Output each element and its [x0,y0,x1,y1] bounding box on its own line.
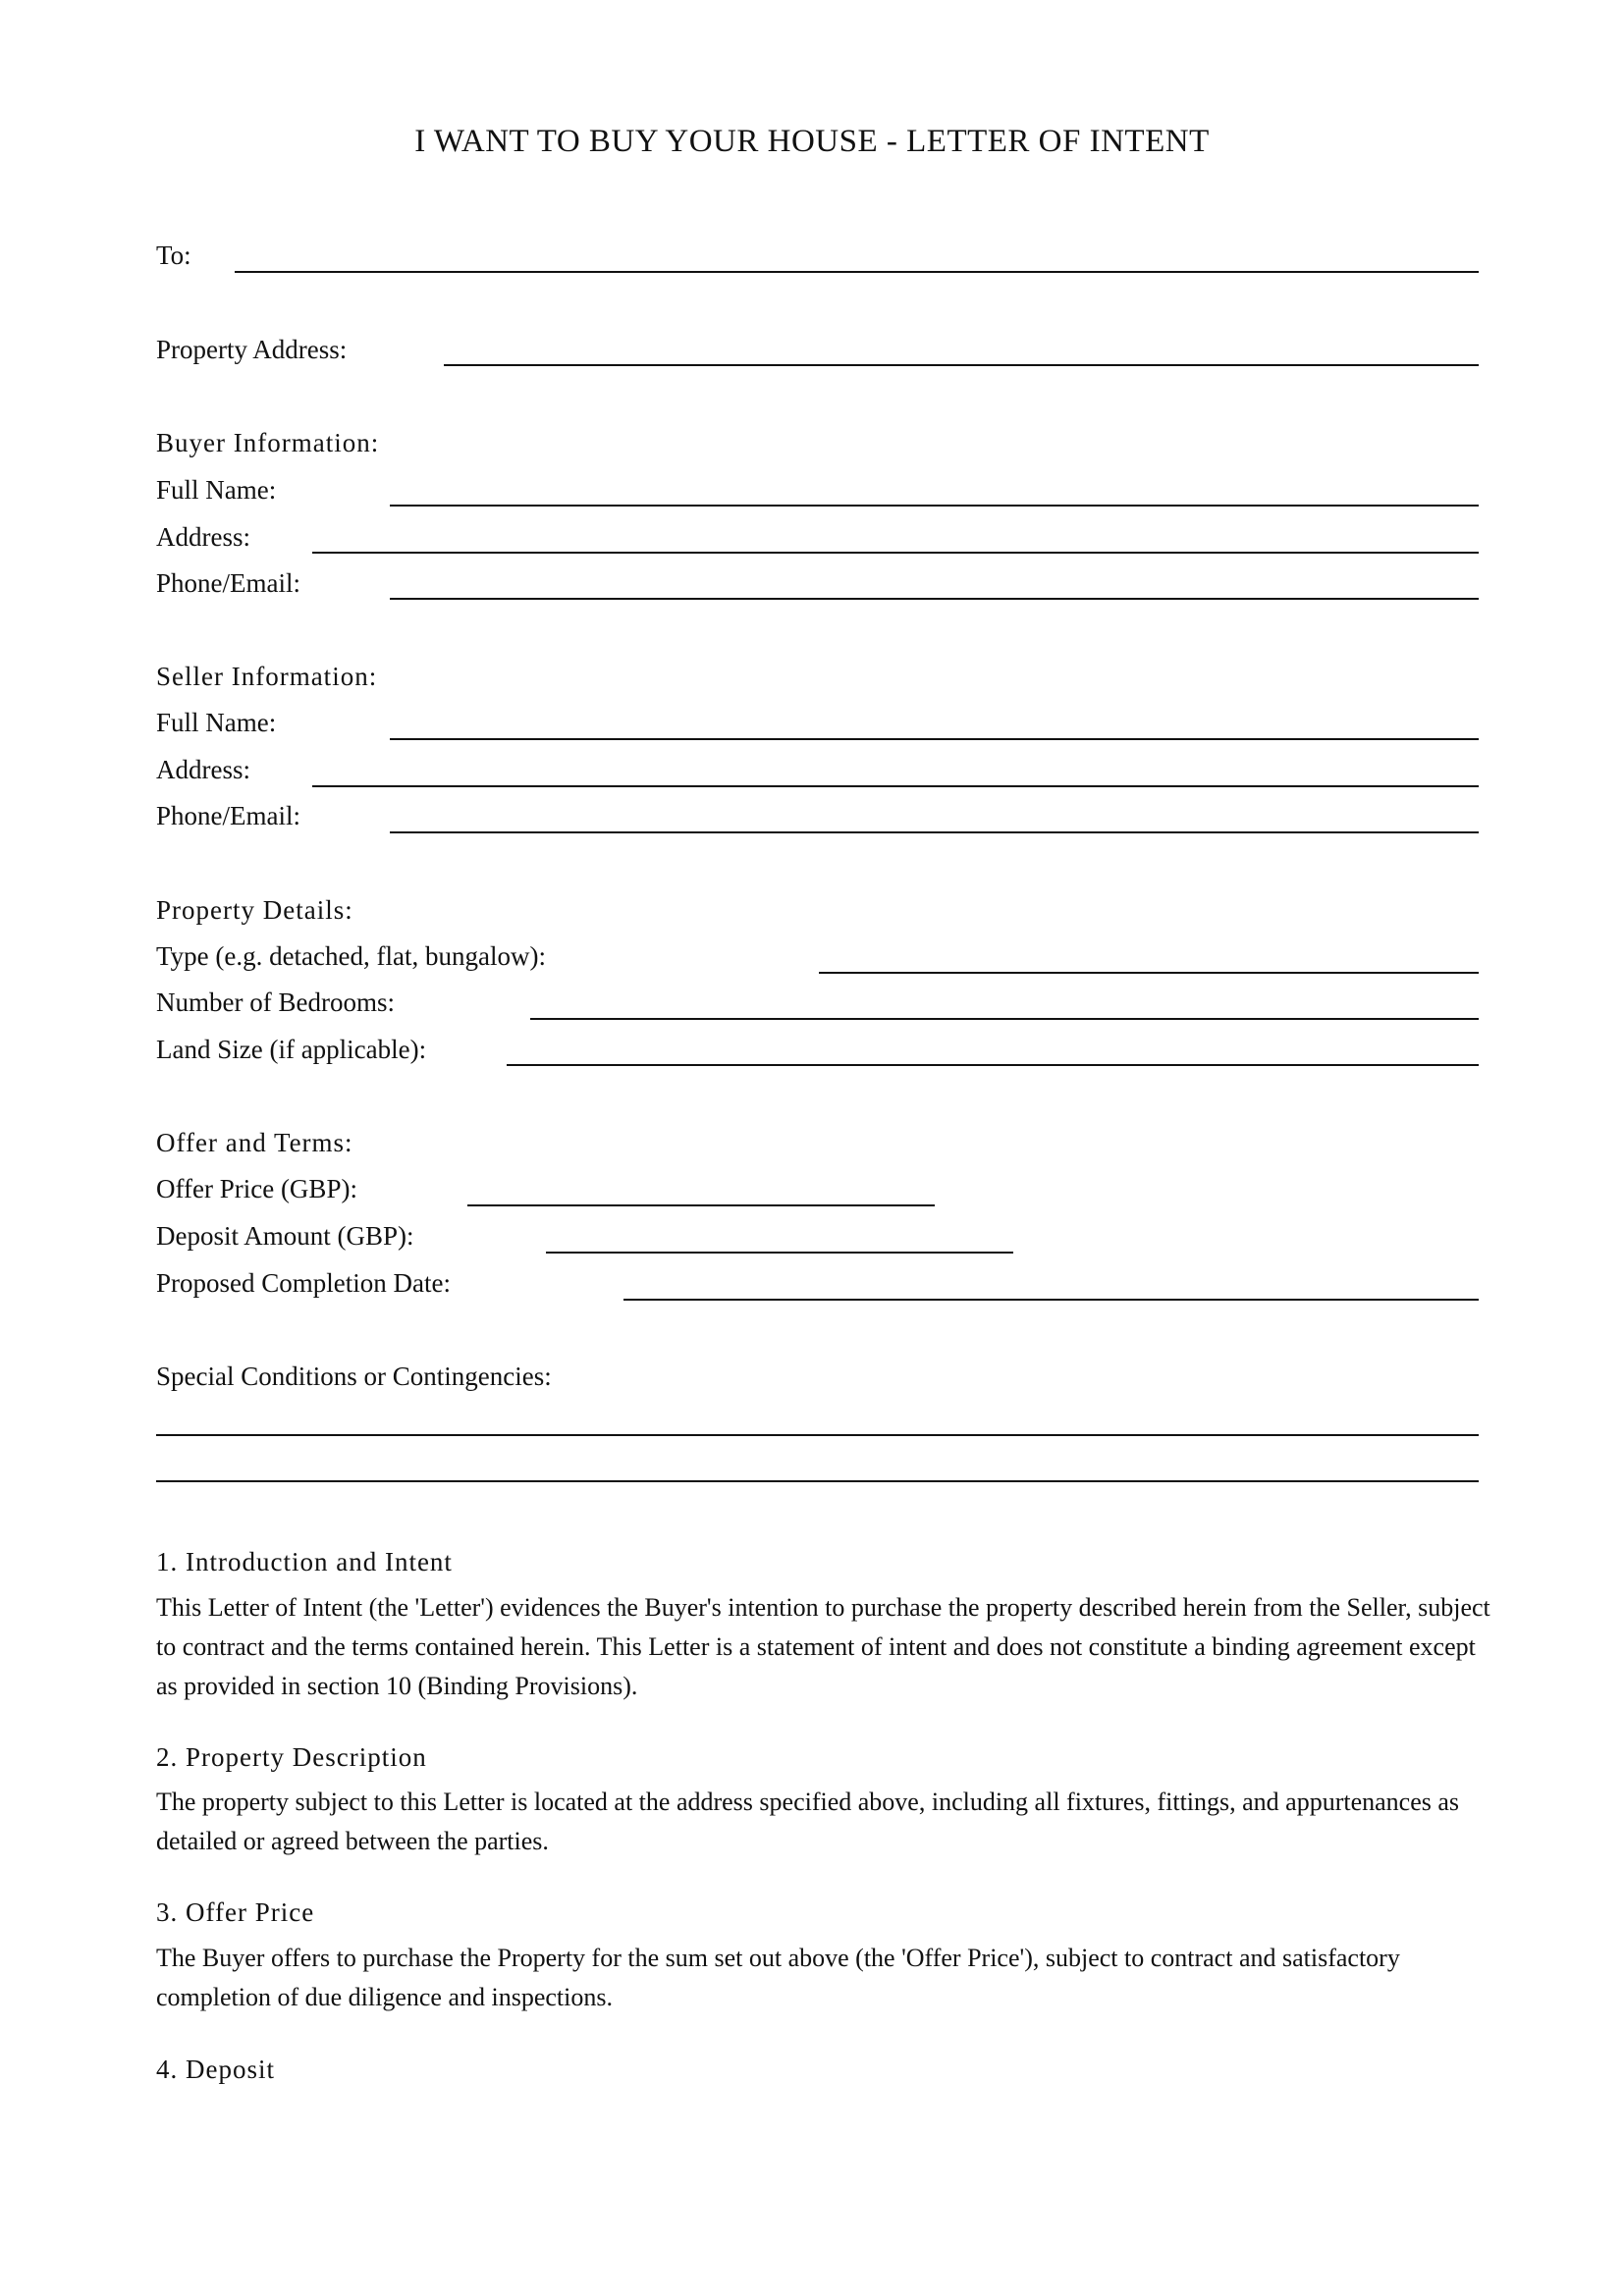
bedrooms-label: Number of Bedrooms: [156,988,395,1017]
buyer-address-label: Address: [156,522,250,552]
bedrooms-field[interactable] [530,1018,1479,1020]
section-4-heading: 4. Deposit [156,2055,275,2084]
seller-address-label: Address: [156,755,250,784]
buyer-full-name-label: Full Name: [156,475,277,505]
special-conditions-label: Special Conditions or Contingencies: [156,1362,552,1391]
seller-phone-email-field[interactable] [390,831,1479,833]
property-address-field[interactable] [444,364,1479,366]
buyer-phone-email-field[interactable] [390,598,1479,600]
buyer-address-field[interactable] [312,552,1479,554]
seller-full-name-label: Full Name: [156,708,277,737]
buyer-full-name-field[interactable] [390,505,1479,507]
offer-terms-heading: Offer and Terms: [156,1128,353,1157]
special-conditions-line-1[interactable] [156,1434,1479,1436]
buyer-heading: Buyer Information: [156,428,380,457]
property-details-heading: Property Details: [156,895,353,925]
land-size-label: Land Size (if applicable): [156,1035,427,1064]
document-title: I WANT TO BUY YOUR HOUSE - LETTER OF INTENT [414,124,1210,159]
to-field[interactable] [235,271,1479,273]
to-label: To: [156,240,191,270]
section-1-body: This Letter of Intent (the 'Letter') evidences the Buyer's intention to purchase the property described herein from the Seller, subject to contract and the terms contained herein. This Letter is a statement of intent and does not constitute a binding agreement except as provided in section 10 (Binding Provisions). [156,1593,1490,1700]
seller-phone-email-label: Phone/Email: [156,801,300,830]
section-2-heading: 2. Property Description [156,1742,427,1772]
seller-address-field[interactable] [312,785,1479,787]
buyer-phone-email-label: Phone/Email: [156,568,300,598]
property-type-label: Type (e.g. detached, flat, bungalow): [156,941,546,971]
section-1-heading: 1. Introduction and Intent [156,1547,453,1576]
offer-price-field[interactable] [467,1204,935,1206]
deposit-amount-field[interactable] [546,1252,1013,1254]
section-2-body: The property subject to this Letter is located at the address specified above, including all fixtures, fittings, and appurtenances as detailed or agreed between the parties. [156,1788,1460,1855]
seller-full-name-field[interactable] [390,738,1479,740]
land-size-field[interactable] [507,1064,1479,1066]
completion-date-field[interactable] [623,1299,1479,1301]
property-address-label: Property Address: [156,335,348,364]
special-conditions-line-2[interactable] [156,1480,1479,1482]
property-type-field[interactable] [819,972,1479,974]
section-3-body: The Buyer offers to purchase the Property for the sum set out above (the 'Offer Price'), subject to contract and satisfactory completion of due diligence and inspections. [156,1944,1400,2011]
deposit-amount-label: Deposit Amount (GBP): [156,1221,414,1251]
completion-date-label: Proposed Completion Date: [156,1268,451,1298]
section-3-heading: 3. Offer Price [156,1897,315,1927]
seller-heading: Seller Information: [156,662,378,691]
offer-price-label: Offer Price (GBP): [156,1174,357,1203]
